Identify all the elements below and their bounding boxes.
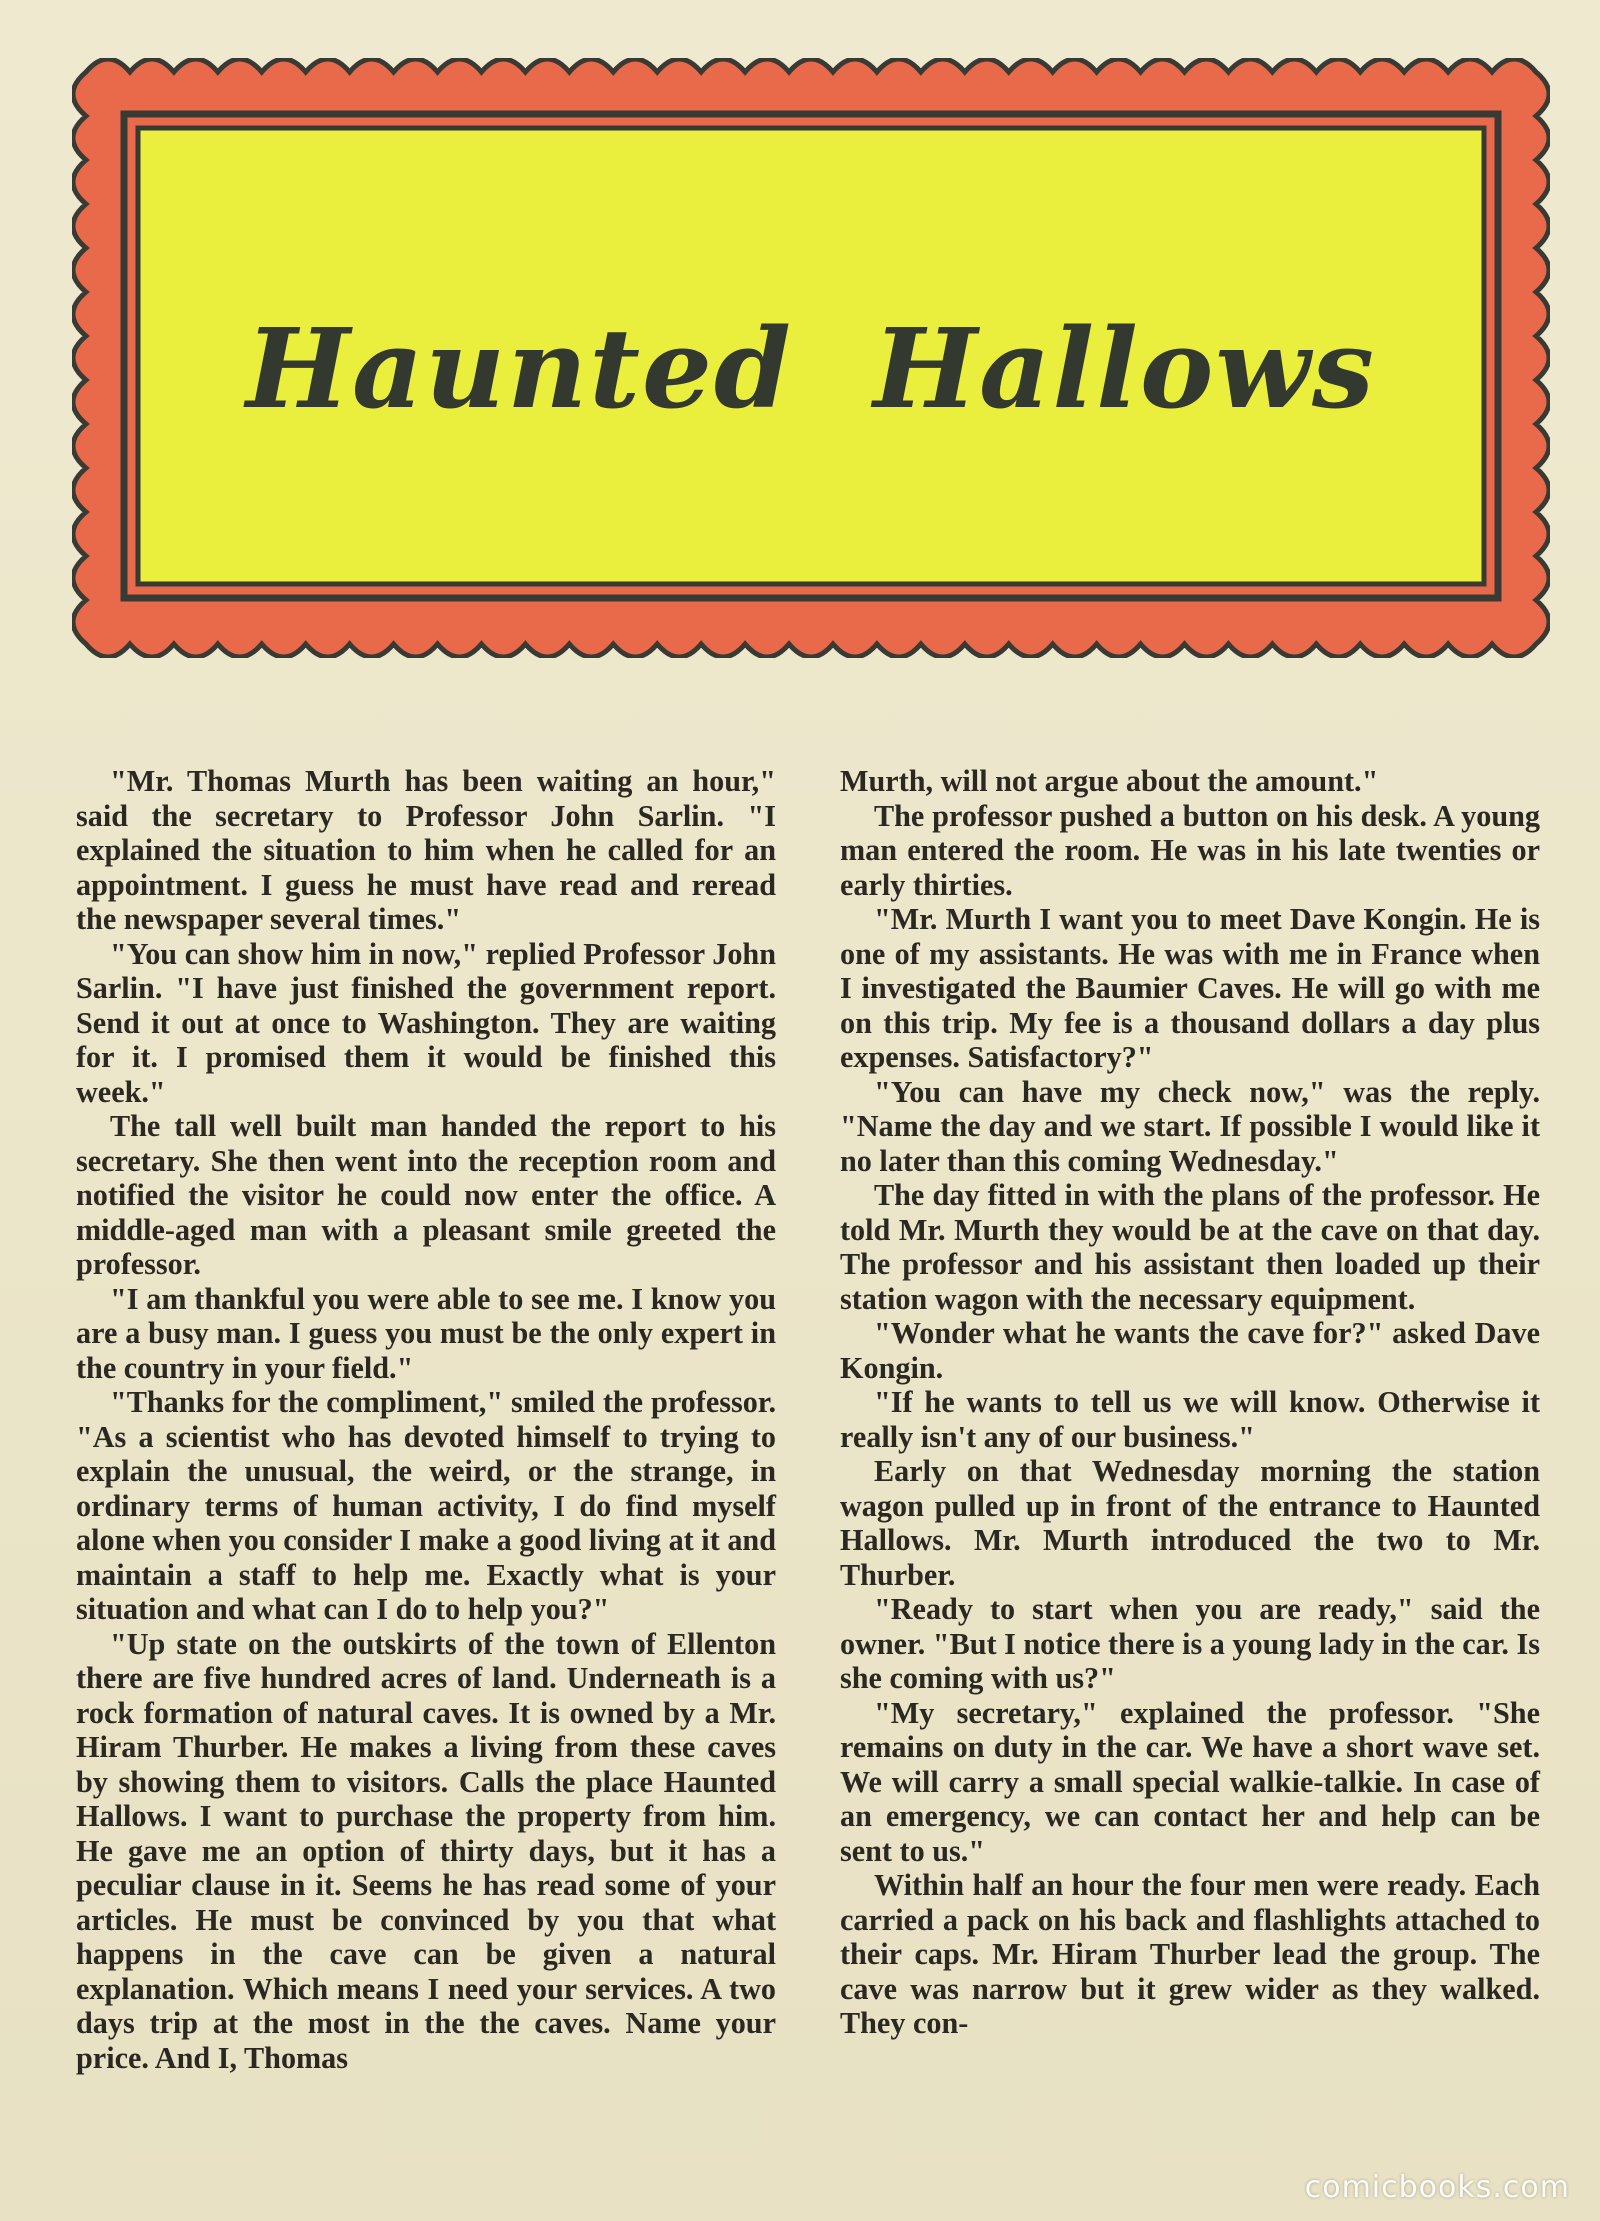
paragraph: "My secretary," explained the professor. "She remains on duty in the car. We have a short wave set. We will carry a small special walkie-talkie. In case of an emergency, we can contact her and help can be sent to us.": [840, 1695, 1540, 1868]
paragraph: The day fitted in with the plans of the professor. He told Mr. Murth they would be at the cave on that day. The professor and his assistant then loaded up their station wagon with the necessary equipment.: [840, 1178, 1540, 1316]
paragraph: "Ready to start when you are ready," said the owner. "But I notice there is a young lady in the car. Is she coming with us?": [840, 1592, 1540, 1695]
paragraph: "Mr. Murth I want you to meet Dave Kongin. He is one of my assistants. He was with me in France when I investigated the Baumier Caves. He will go with me on this trip. My fee is a thousand dollars a day plus expenses. Satisfactory?": [840, 902, 1540, 1074]
paragraph: "You can show him in now," replied Professor John Sarlin. "I have just finished the government report. Send it out at once to Washington. They are waiting for it. I promised them it would be finished this week.": [76, 936, 776, 1109]
paragraph: "I am thankful you were able to see me. I know you are a busy man. I guess you must be the only expert in the country in your field.": [76, 1281, 776, 1385]
paragraph: "Thanks for the compliment," smiled the professor. "As a scientist who has devoted himself to trying to explain the unusual, the weird, or the strange, in ordinary terms of human activity, I do find myself alone when you consider I make a good living at it and maintain a staff to help me. Exactly what is your situation and what can I do to help you?": [76, 1385, 776, 1626]
left-text-column: [76, 764, 776, 2075]
paragraph: "Mr. Thomas Murth has been waiting an hour," said the secretary to Professor John Sarlin. "I explained the situation to him when he called for an appointment. I guess he must have read and reread the newspaper several times.": [76, 764, 776, 936]
paragraph-continued: Murth, will not argue about the amount.": [840, 764, 1379, 798]
paragraph: The tall well built man handed the report to his secretary. She then went into the reception room and notified the visitor he could now enter the office. A middle-aged man with a pleasant smile greeted the professor.: [76, 1109, 776, 1281]
title-panel: [72, 58, 1550, 658]
right-text-column: [840, 764, 1540, 2041]
paragraph: "Wonder what he wants the cave for?" asked Dave Kongin.: [840, 1316, 1540, 1385]
paragraph: Within half an hour the four men were ready. Each carried a pack on his back and flashlights attached to their caps. Mr. Hiram Thurber lead the group. The cave was narrow but it grew wider as they walked. They con-: [840, 1868, 1540, 2040]
paragraph: The professor pushed a button on his desk. A young man entered the room. He was in his late twenties or early thirties.: [840, 798, 1540, 902]
watermark: comicbooks.com: [1304, 2170, 1570, 2205]
paragraph: Early on that Wednesday morning the station wagon pulled up in front of the entrance to Haunted Hallows. Mr. Murth introduced the two to Mr. Thurber.: [840, 1454, 1540, 1592]
story-title: Haunted Hallows: [246, 303, 1376, 433]
paragraph: "Up state on the outskirts of the town of Ellenton there are five hundred acres of land. Underneath is a rock formation of natural caves. It is owned by a Mr. Hiram Thurber. He makes a living from these caves by showing them to visitors. Calls the place Haunted Hallows. I want to purchase the property from him. He gave me an option of thirty days, but it has a peculiar clause in it. Seems he has read some of your articles. He must be convinced by you that what happens in the cave can be given a natural explanation. Which means I need your services. A two days trip at the most in the the caves. Name your price. And I, Thomas: [76, 1626, 776, 2075]
paragraph: "You can have my check now," was the reply. "Name the day and we start. If possible I would like it no later than this coming Wednesday.": [840, 1074, 1540, 1178]
paragraph: "If he wants to tell us we will know. Otherwise it really isn't any of our business.": [840, 1385, 1540, 1454]
